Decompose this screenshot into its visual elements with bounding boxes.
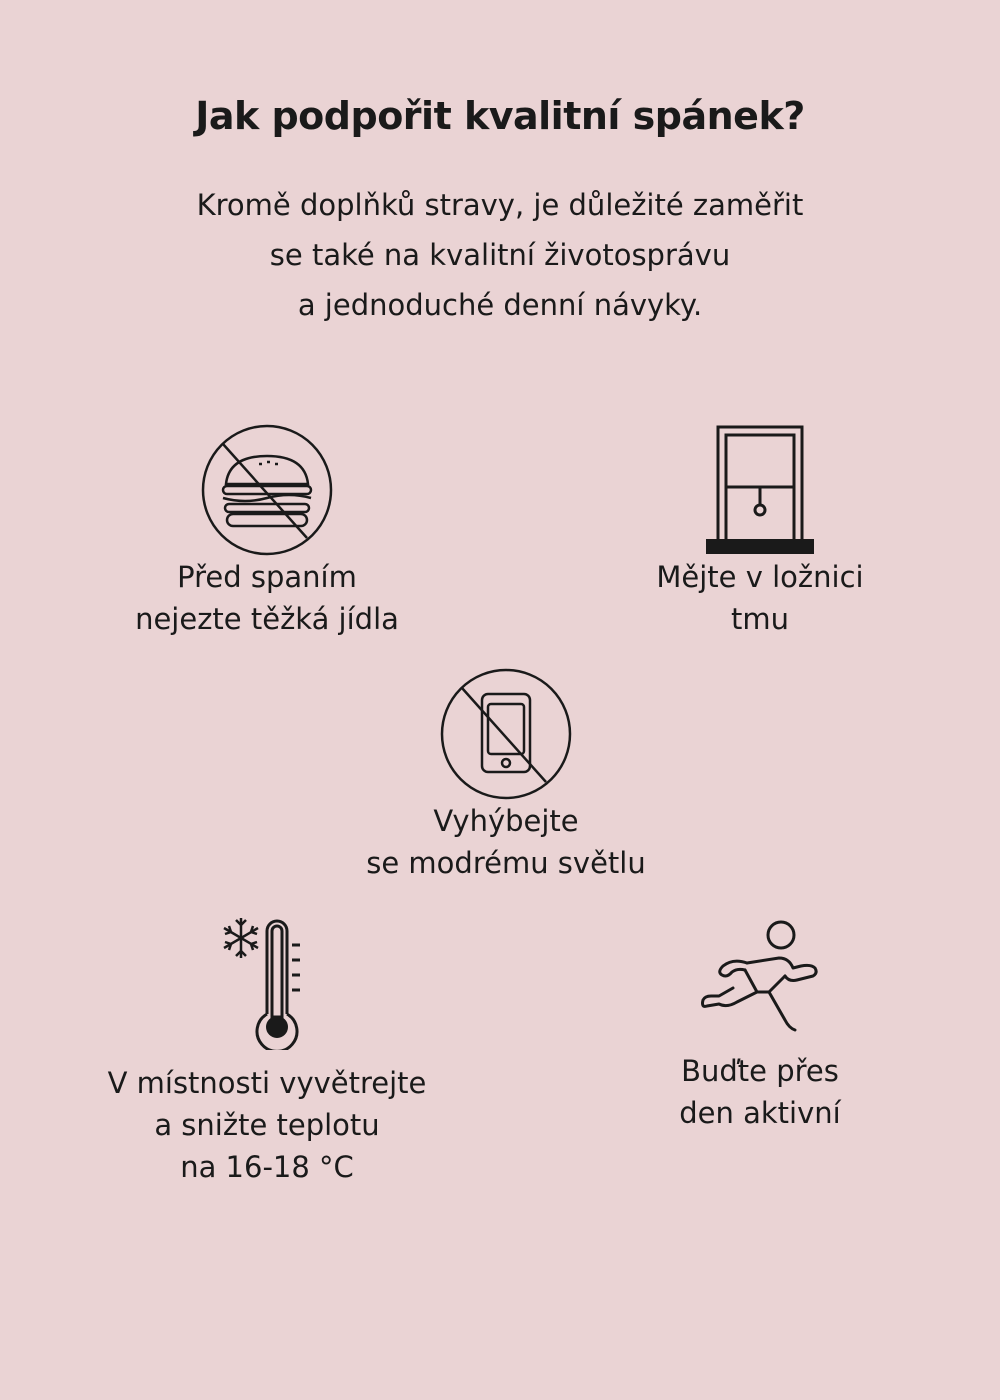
window-blind-icon	[706, 424, 814, 556]
tip-blue-light	[296, 668, 716, 884]
tip-label: V místnosti vyvětrejte a snižte teplotu na 16-18 °C	[107, 1066, 427, 1184]
running-person-icon	[697, 918, 823, 1050]
tip-be-active	[550, 918, 970, 1134]
tip-heavy-food	[57, 424, 477, 640]
tip-cool-room	[57, 915, 477, 1188]
cold-thermometer-icon	[217, 915, 317, 1050]
intro-text	[150, 180, 850, 330]
tip-label: Mějte v ložnici tmu	[656, 560, 864, 636]
intro-line: Kromě doplňků stravy, je důležité zaměřit	[196, 188, 804, 222]
tip-label: Buďte přes den aktivní	[679, 1054, 841, 1130]
snowflake-icon	[224, 918, 258, 958]
tip-label: Vyhýbejte se modrému světlu	[366, 804, 646, 880]
intro-line: a jednoduché denní návyky.	[297, 288, 703, 322]
page-title: Jak podpořit kvalitní spánek?	[195, 94, 805, 138]
no-phone-icon	[440, 668, 572, 800]
tip-label: Před spaním nejezte těžká jídla	[135, 560, 399, 636]
no-burger-icon	[201, 424, 333, 556]
intro-line: se také na kvalitní životosprávu	[269, 238, 731, 272]
tip-dark-bedroom	[550, 424, 970, 640]
